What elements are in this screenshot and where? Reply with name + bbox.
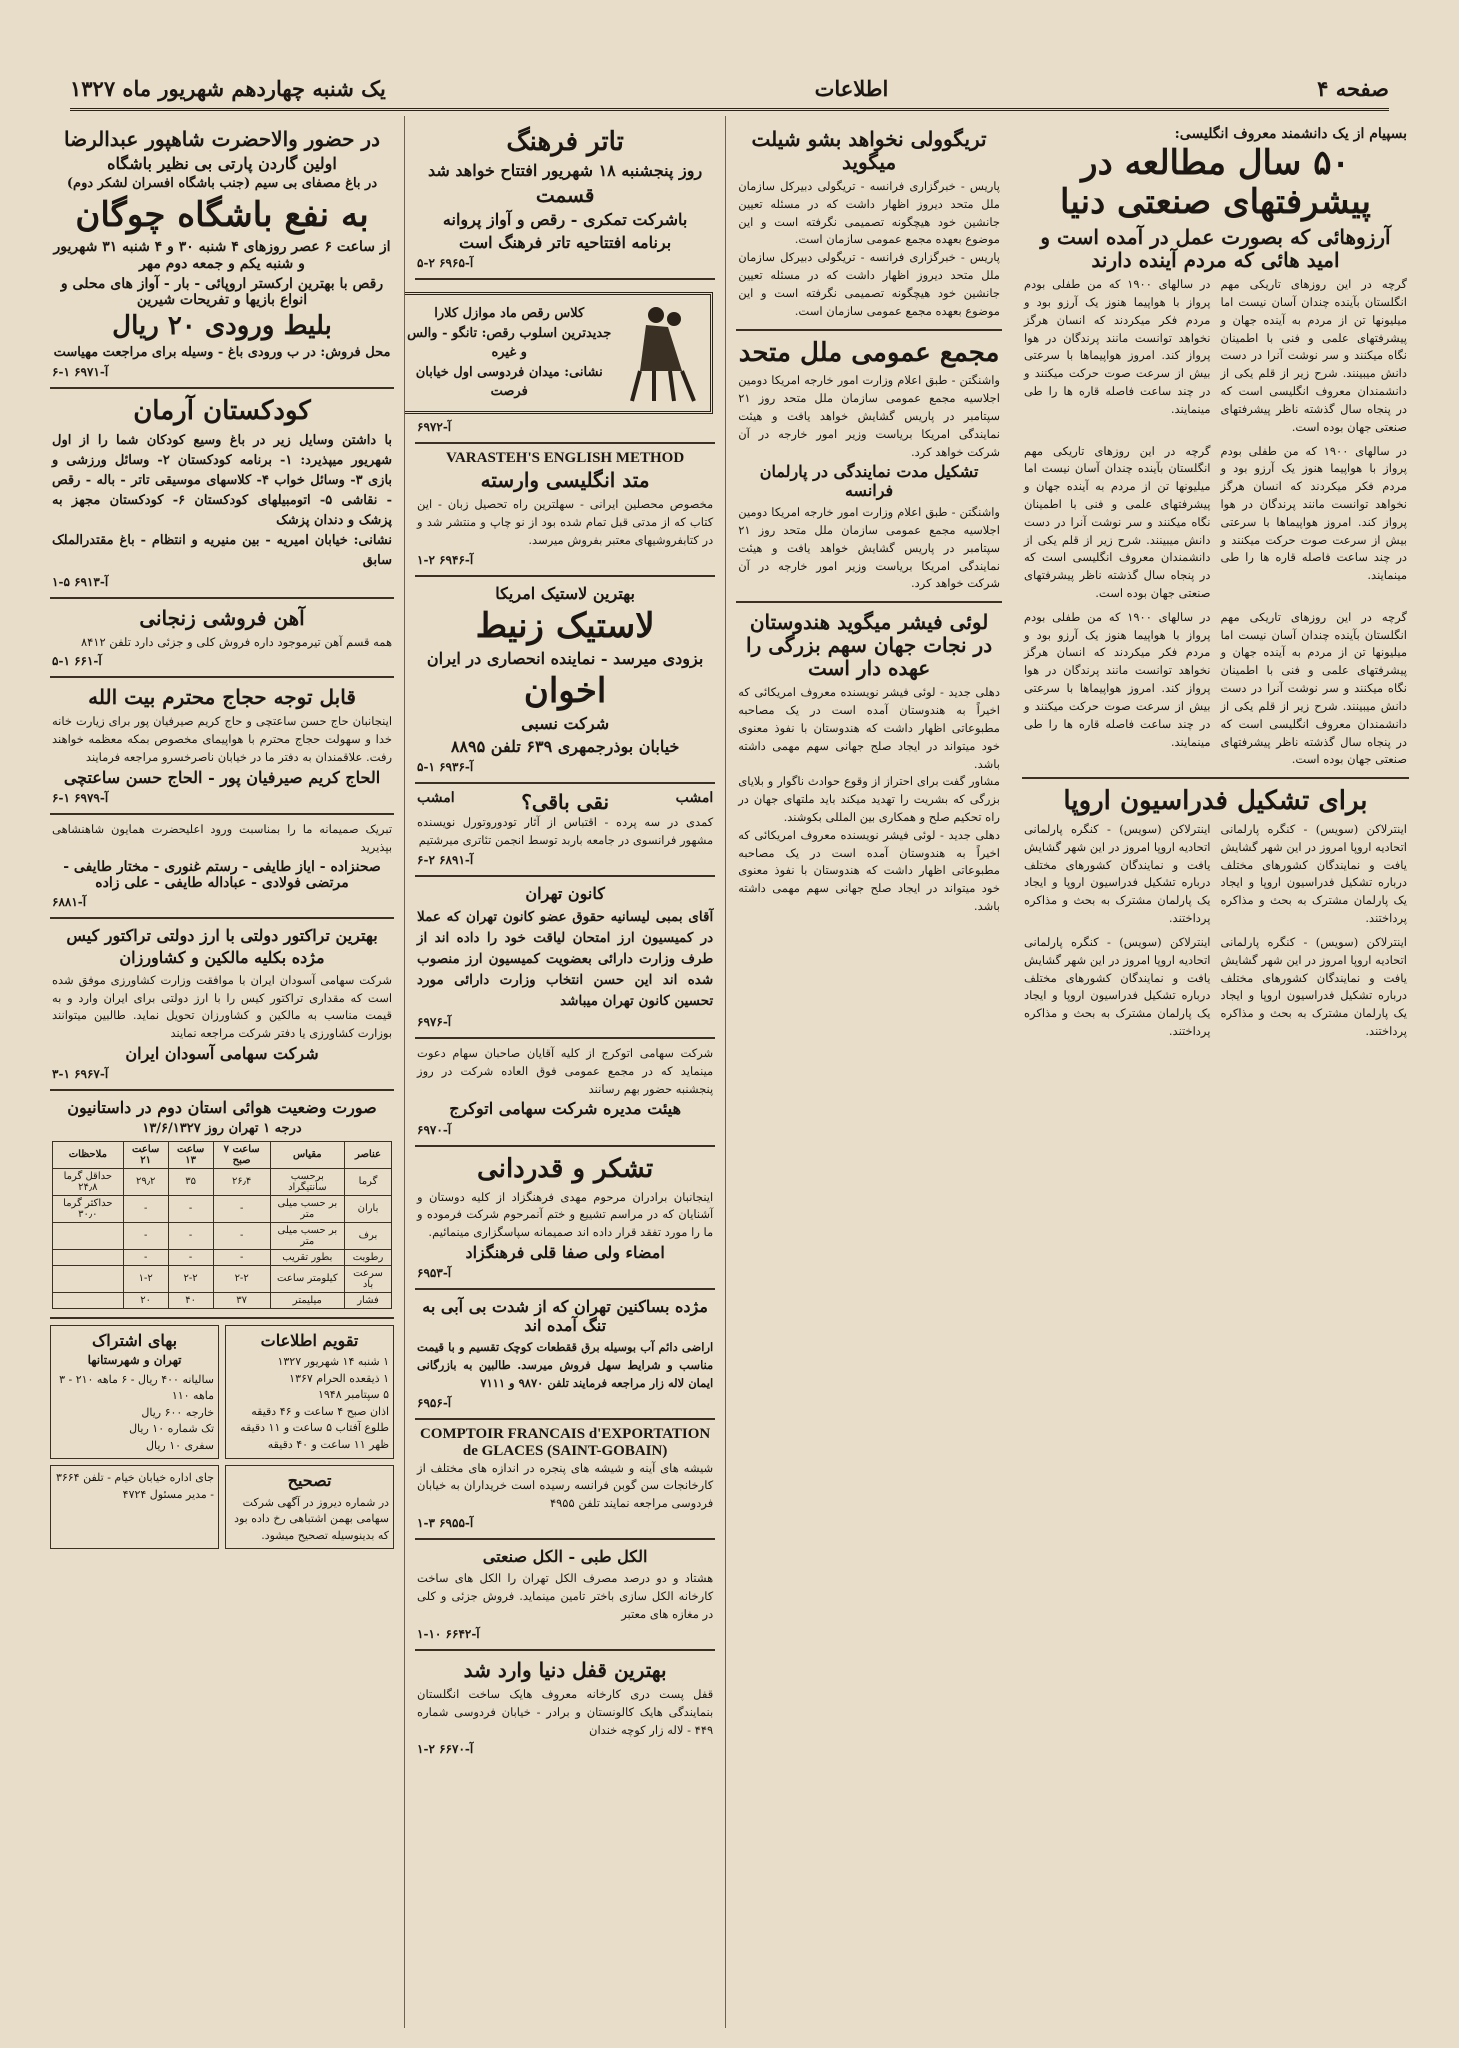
polo-line: اولین گاردن پارتی بی نظیر باشگاه: [107, 154, 337, 173]
ad-plastic-tyres: [415, 577, 715, 785]
weather-title: صورت وضعیت هوائی استان دوم در داستانیون: [67, 1098, 377, 1118]
weather-cell: ۳۵: [168, 1168, 213, 1195]
weather-cell: ۲۹٫۲: [123, 1168, 168, 1195]
tonight-label-2: امشب: [417, 790, 455, 807]
thanks-sign: امضاء ولی صفا قلی فرهنگزاد: [465, 1243, 665, 1263]
alcohol-title: الکل طبی - الکل صنعتی: [482, 1547, 648, 1567]
article-kicker: بسپیام از یک دانشمند معروف انگلیسی:: [1174, 126, 1407, 142]
theatre-sub: قسمت: [535, 183, 595, 208]
hajj-code: آ-۶۹۷۹ ۱-۶: [52, 791, 109, 806]
tonight-label: امشب: [675, 790, 714, 807]
akhavan-code: آ-۶۹۳۶ ۱-۵: [417, 760, 474, 775]
congrats-names: صحنزاده - ایاز طایفی - رستم غنوری - مختار طایفی - مرتضی فولادی - عباداله طایفی - علی زاده: [63, 858, 381, 891]
weather-cell: سرعت باد: [344, 1265, 391, 1292]
weather-cell: گرما: [344, 1168, 391, 1195]
fischer-headline: لوئی فیشر میگوید هندوستان در نجات جهان سهم بزرگی را عهده دار است: [746, 610, 993, 681]
theatre-note-2: برنامه افتتاحیه تاتر فرهنگ است: [459, 232, 672, 252]
calendar-list: [230, 1354, 389, 1453]
polo-music: رقص با بهترین ارکستر اروپائی - بار - آواز های محلی و انواع بازیها و تفریحات شیرین: [60, 275, 384, 308]
congrats-body: تبریک صمیمانه ما را بمناسبت ورود اعلیحضرت همایون شاهنشاهی بپذیرید: [52, 822, 393, 854]
polo-ticket: بلیط ورودی ۲۰ ریال: [112, 310, 332, 341]
tractor-sub: مژده بکلیه مالکین و کشاورزان: [119, 948, 325, 968]
weather-row: [53, 1168, 392, 1195]
akhavan-title: اخوان: [523, 671, 607, 712]
weather-cell: بطور تقریب: [270, 1249, 344, 1265]
alcohol-code: آ-۶۶۴۲ ۱۰-۱: [417, 1626, 480, 1641]
bottom-boxes: [50, 1325, 394, 1460]
hajj-body: اینجانبان حاج حسن ساعتچی و حاج کریم صیرفیان پور برای زیارت خانه خدا و سهولت حجاج محترم با هواپیمای مخصوص بمکه معظمه خواهند رفت. علاقمندان به دفتر ما در خیابان ناصرخسرو مراجعه فرمایند: [52, 714, 393, 764]
weather-cell: -: [168, 1195, 213, 1222]
weather-cell: فشار: [344, 1292, 391, 1308]
kindergarten-address: نشانی: خیابان امیریه - بین منیریه و انتظام - باغ مقتدرالملک سابق: [52, 533, 393, 569]
weather-cell: -: [213, 1195, 270, 1222]
alcohol-body: هشتاد و دو درصد مصرف الکل تهران را الکل های ساخت کارخانه الکل سازی باختر تامین مینماید. فروش جزئی و کلی در مغازه های معتبر: [417, 1571, 714, 1622]
ad-polo-club: [50, 120, 394, 389]
polo-title: به نفع باشگاه چوگان: [75, 195, 369, 236]
calendar-line: ۱ شنبه ۱۴ شهریور ۱۳۲۷: [277, 1355, 390, 1369]
france-headline: تشکیل مدت نمایندگی در پارلمان فرانسه: [759, 462, 979, 500]
ad-theatre: [415, 120, 715, 280]
weather-cell: بر حسب میلی متر: [270, 1222, 344, 1249]
english-title: متد انگلیسی وارسته: [480, 468, 650, 493]
fischer-body-2: مشاور گفت برای احتراز از وقوع حوادث ناگوار و بلایای بزرگی که بشریت را تهدید میکند باید ملتهای جهان در راه تحکیم صلح و همکاری بین المللی بکوشند.: [738, 774, 1000, 824]
trygve-body: پاریس - خبرگزاری فرانسه - تریگولی دبیرکل سازمان ملل متحد دیروز اظهار داشت که در مسئله تعیین جانشین خود هیچگونه تصمیمی نگرفته است و این موضوع بعهده مجمع عمومی سازمان است.: [738, 179, 1000, 247]
weather-header: مقیاس: [270, 1141, 344, 1168]
theatre-date: روز پنجشنبه ۱۸ شهریور افتتاح خواهد شد: [428, 160, 703, 180]
weather-cell: ۲-۲: [168, 1265, 213, 1292]
ad-dance-class: [407, 280, 715, 444]
weather-header: عناصر: [344, 1141, 391, 1168]
weather-cell: [53, 1265, 124, 1292]
ad-tractor: [50, 919, 394, 1091]
lock-code: آ-۶۶۷۰ ۲-۱: [417, 1742, 474, 1757]
ad-play-tonight: [415, 784, 715, 877]
weather-cell: کیلومتر ساعت: [270, 1265, 344, 1292]
weather-cell: ۱-۲: [123, 1265, 168, 1292]
weather-row: [53, 1265, 392, 1292]
un-headline: مجمع عمومی ملل متحد: [738, 337, 1000, 368]
polo-code: آ-۶۹۷۱ ۱-۶: [52, 364, 109, 379]
article-subhead: آرزوهائی که بصورت عمل در آمده است و امید هائی که مردم آینده دارند: [1040, 225, 1391, 273]
weather-header: ساعت ۷ صبح: [213, 1141, 270, 1168]
lock-body: قفل پست دری کارخانه معروف هایک ساخت انگلستان بنمایندگی هایک کالونستان و برادر - خیابان فردوسی شماره ۴۴۹ - لاله زار کوچه خندان: [417, 1686, 714, 1737]
correction-body: در شماره دیروز در آگهی شرکت سهامی بهمن اشتباهی رخ داده بود که بدینوسیله تصحیح میشود.: [234, 1495, 390, 1542]
calendar-line: اذان صبح ۴ ساعت و ۴۶ دقیقه: [251, 1404, 390, 1418]
weather-header: ملاحظات: [53, 1141, 124, 1168]
article-body-2: در سالهای ۱۹۰۰ که من طفلی بودم پرواز با هواپیما هنوز یک آرزو بود و مردم فکر میکردند که انسان هرگز نخواهد توانست مانند پرندگان در هوا پرواز کند. امروز هواپیماها با سرعتی بیش از سرعت صوت حرکت میکنند و در چند ساعت فاصله قاره ها را طی مینمایند.: [1023, 277, 1211, 416]
contact-info: جای اداره خیابان خیام - تلفن ۳۶۶۴ - مدیر مسئول ۴۷۲۴: [55, 1471, 215, 1501]
iron-code: آ-۶۶۱ ۱-۵: [52, 654, 102, 669]
iron-body: همه قسم آهن تیرموجود داره فروش کلی و جزئی دارد تلفن ۸۴۱۲: [80, 634, 393, 649]
weather-row: [53, 1249, 392, 1265]
correction-title: تصحیح: [287, 1471, 332, 1491]
weather-table: [52, 1141, 392, 1309]
weather-row: [53, 1292, 392, 1308]
tractor-sign: شرکت سهامی آسودان ایران: [125, 1043, 319, 1063]
land-title: مژده بساکنین تهران که از شدت بی آبی به تنگ آمده اند: [422, 1297, 708, 1335]
ad-kanoon: [415, 877, 715, 1039]
subscription-line: سفری ۱۰ ریال: [146, 1438, 215, 1452]
fischer-body-3: دهلی جدید - لوئی فیشر نویسنده معروف امریکائی که اخیراً به هندوستان آمده است در یک مصاحبه مطبوعاتی اظهار داشت که هندوستان با نفوذ معنوی خود میتواند در ایجاد صلح جهانی سهم مهمی داشته باشد.: [738, 827, 1000, 914]
calendar-line: ۱ ذیقعده الحرام ۱۳۶۷: [289, 1371, 390, 1385]
weather-cell: برحسب سانتیگراد: [270, 1168, 344, 1195]
thanks-code: آ-۶۹۵۳: [417, 1266, 452, 1281]
weather-cell: حداکثر گرما ۳۰٫۰: [53, 1195, 124, 1222]
article-europe-federation: [1022, 779, 1409, 1049]
weather-cell: [53, 1249, 124, 1265]
play-body: کمدی در سه پرده - اقتباس از آثار تودوروتورل نویسنده مشهور فرانسوی در جامعه باربد توسط انجمن تئاتری میرشتیم: [417, 815, 714, 848]
weather-cell: ۲۶٫۴: [213, 1168, 270, 1195]
english-code: آ-۶۹۴۶ ۲-۱: [417, 552, 474, 567]
hajj-sign: الحاج کریم صیرفیان پور - الحاج حسن ساعتچی: [63, 767, 381, 787]
ad-land: [415, 1290, 715, 1419]
weather-cell: -: [123, 1249, 168, 1265]
columns: [40, 116, 1419, 2028]
weather-header-row: [53, 1141, 392, 1168]
plastic-top: بهترین لاستیک امریکا: [495, 583, 635, 603]
issue-date: یک شنبه چهاردهم شهریور ماه ۱۳۲۷: [70, 75, 386, 101]
column-ads: [404, 116, 725, 2028]
weather-row: [53, 1195, 392, 1222]
paper-title: اطلاعات: [814, 75, 889, 101]
meeting-sign: هیئت مدیره شرکت سهامی اتوکرج: [449, 1099, 681, 1119]
europe-body-4: اینترلاکن (سویس) - کنگره پارلمانی اتحادیه اروپا امروز در این شهر گشایش یافت و نمایندگان کشورهای مختلف درباره تشکیل فدراسیون اروپا و ایجاد یک پارلمان مشترک به بحث و مذاکره پرداختند.: [1023, 934, 1211, 1038]
dance-line-3: نشانی: میدان فردوسی اول خیابان فرصت: [415, 364, 603, 400]
tractor-title: بهترین تراکتور دولتی با ارز دولتی تراکتور کیس: [66, 925, 378, 945]
europe-body-1: اینترلاکن (سویس) - کنگره پارلمانی اتحادیه اروپا امروز در این شهر گشایش یافت و نمایندگان کشورهای مختلف درباره تشکیل فدراسیون اروپا و ایجاد یک پارلمان مشترک به بحث و مذاکره پرداختند.: [1220, 822, 1407, 926]
plastic-title: لاستیک زنیط: [475, 605, 655, 646]
play-title: نقی باقی؟: [521, 790, 610, 815]
subscription-title: بهای اشتراک: [91, 1330, 178, 1350]
weather-cell: -: [123, 1195, 168, 1222]
saint-gobain-body: شیشه های آینه و شیشه های پنجره در اندازه های مختلف از کارخانجات سن گوبن فرانسه رسیده است خریداران به خیابان فردوسی مراجعه نمایند تلفن ۴۹۵۵: [417, 1460, 714, 1511]
fischer-body: دهلی جدید - لوئی فیشر نویسنده معروف امریکائی که اخیراً به هندوستان آمده است در یک مصاحبه مطبوعاتی اظهار داشت که هندوستان با نفوذ معنوی خود میتواند در ایجاد صلح جهانی سهم مهمی داشته باشد.: [738, 685, 1000, 771]
theatre-note: باشرکت تمکری - رقص و آواز پروانه: [442, 210, 688, 230]
article-body-6: در سالهای ۱۹۰۰ که من طفلی بودم پرواز با هواپیما هنوز یک آرزو بود و مردم فکر میکردند که انسان هرگز نخواهد توانست مانند پرندگان در هوا پرواز کند. امروز هواپیماها با سرعتی بیش از سرعت صوت حرکت میکنند و در چند ساعت فاصله قاره ها را طی مینمایند.: [1023, 609, 1211, 749]
ad-english-method: [415, 444, 715, 576]
article-trygve-lie: [736, 120, 1002, 331]
ad-thanks: [415, 1147, 715, 1291]
weather-cell: ۲-۲: [213, 1265, 270, 1292]
ad-lock: [415, 1651, 715, 1764]
weather-header: ساعت ۲۱: [123, 1141, 168, 1168]
subscription-line: خارجه ۶۰۰ ریال: [141, 1405, 215, 1419]
ad-company-meeting: [415, 1039, 715, 1147]
column-middle: [725, 116, 1012, 2028]
subscription-list: [55, 1372, 214, 1455]
dance-line-2: جدیدترین اسلوب رقص: تانگو - والس و غیره: [407, 325, 612, 361]
kanoon-body: آقای بمبی لیسانیه حقوق عضو کانون تهران که عملا در کمیسیون ارز امتحان لیاقت خود را داده اند از طرف وزارت دارائی بعضویت کمیسیون ارز منصوب شده اند این حسن انتخاب وزارت دارائی مورد تحسین کانون تهران میباشد: [417, 909, 714, 1009]
theatre-title: تاتر فرهنگ: [506, 127, 624, 157]
ad-kindergarten: [50, 389, 394, 599]
weather-cell: باران: [344, 1195, 391, 1222]
article-body-3: در سالهای ۱۹۰۰ که من طفلی بودم پرواز با هواپیما هنوز یک آرزو بود و مردم فکر میکردند که انسان هرگز نخواهد توانست مانند پرندگان در هوا پرواز کند. امروز هواپیماها با سرعتی بیش از سرعت صوت حرکت میکنند و در چند ساعت فاصله قاره ها را طی مینمایند.: [1220, 443, 1408, 583]
theatre-code: آ-۶۹۶۵ ۲-۵: [417, 256, 474, 271]
un-body-2: واشنگتن - طبق اعلام وزارت امور خارجه امریکا دومین اجلاسیه مجمع عمومی سازمان ملل متحد روز ۲۱ سپتامبر در پاریس گشایش خواهد یافت و هیئت نمایندگی امریکا بریاست وزیر امور خارجه در آن شرکت خواهد کرد.: [738, 505, 1000, 591]
calendar-box: [225, 1325, 394, 1460]
thanks-title: تشکر و قدردانی: [477, 1153, 654, 1184]
weather-cell: -: [168, 1222, 213, 1249]
polo-sell: محل فروش: در ب ورودی باغ - وسیله برای مراجعت مهیاست: [53, 344, 391, 360]
weather-row: [53, 1222, 392, 1249]
hajj-title: قابل توجه حجاج محترم بیت الله: [88, 685, 356, 710]
tractor-body: شرکت سهامی آسودان ایران با موافقت وزارت کشاورزی موفق شده است که مقداری تراکتور کیس را با ارز دولتی برای ایران وارد و به قیمت مناسب به مالکین و کشاورزان تحویل نماید. طالبین میتوانند بوزارت کشاورزی یا دفتر شرکت مراجعه نمایند: [52, 972, 393, 1041]
kindergarten-code: آ-۶۹۱۳ ۵-۱: [52, 574, 109, 589]
weather-cell: ۴۰: [168, 1292, 213, 1308]
weather-header: ساعت ۱۳: [168, 1141, 213, 1168]
weather-cell: میلیمتر: [270, 1292, 344, 1308]
ad-iron-shop: [50, 599, 394, 679]
ad-alcohol: [415, 1540, 715, 1651]
play-code: آ-۶۸۹۱ ۲-۶: [417, 852, 474, 867]
english-latin-title: VARASTEH'S ENGLISH METHOD: [446, 450, 685, 467]
meeting-body: شرکت سهامی اتوکرج از کلیه آقایان صاحبان سهام دعوت مینماید که در مجمع عمومی فوق العاده شرکت در روز پنجشنبه حضور بهم رسانند: [417, 1045, 714, 1096]
weather-cell: -: [213, 1249, 270, 1265]
article-louis-fischer: [736, 603, 1002, 924]
weather-cell: [53, 1222, 124, 1249]
saint-gobain-title: COMPTOIR FRANCAIS d'EXPORTATION de GLACES (SAINT-GOBAIN): [419, 1425, 711, 1459]
kindergarten-title: کودکستان آرمان: [133, 395, 311, 426]
ad-congratulation: [50, 815, 394, 919]
calendar-line: طلوع آفتاب ۵ ساعت و ۱۱ دقیقه: [240, 1421, 390, 1435]
weather-report: [50, 1091, 394, 1318]
contact-box: [50, 1465, 219, 1549]
column-right: [1012, 116, 1419, 2028]
article-body-1: گرچه در این روزهای تاریکی مهم انگلستان بآینده چندان آسان نیست اما میلیونها تن از مردم به آینده جهان و پیشرفتهای علمی و فنی با اطمینان نگاه میکنند و سر نوشت آنرا در دست دانش میبینند. شرح زیر از قلم یکی از دانشمندان معروف انگلیسی است که در پنجاه سال گذشته ناظر پیشرفتهای صنعتی جهان بوده است.: [1220, 277, 1407, 434]
congrats-code: آ-۶۸۸۱: [52, 894, 87, 909]
weather-cell: [53, 1292, 124, 1308]
subscription-box: [50, 1325, 219, 1460]
article-un-assembly: [736, 331, 1002, 604]
ad-saint-gobain: [415, 1420, 715, 1540]
correction-box: [225, 1465, 394, 1549]
weather-sub: درجه ۱ تهران روز ۱۳/۶/۱۳۲۷: [142, 1120, 302, 1136]
akhavan-sub: شرکت نسبی: [521, 714, 610, 734]
weather-cell: رطوبت: [344, 1249, 391, 1265]
subscription-sub: تهران و شهرستانها: [87, 1353, 182, 1368]
bottom-boxes-2: [50, 1465, 394, 1549]
land-code: آ-۶۹۵۶: [417, 1395, 452, 1410]
weather-cell: ۲۰: [123, 1292, 168, 1308]
europe-body-3: اینترلاکن (سویس) - کنگره پارلمانی اتحادیه اروپا امروز در این شهر گشایش یافت و نمایندگان کشورهای مختلف درباره تشکیل فدراسیون اروپا و ایجاد یک پارلمان مشترک به بحث و مذاکره پرداختند.: [1220, 934, 1407, 1038]
europe-headline: برای تشکیل فدراسیون اروپا: [1063, 786, 1368, 817]
kindergarten-body: با داشتن وسایل زیر در باغ وسیع کودکان شما را از اول شهریور میپذیرد: ۱- برنامه کودکستان ۲- وسائل ورزشی و بازی ۳- وسائل خواب ۴- کلاسهای موسیقی تاتر - باله - رقص - نقاشی ۵- اتومبیلهای کودکستان ۶- کودکستان مجهز به پزشک و دندان پزشک: [52, 432, 393, 529]
weather-cell: برف: [344, 1222, 391, 1249]
akhavan-address: خیابان بوذرجمهری ۶۳۹ تلفن ۸۸۹۵: [450, 736, 680, 756]
weather-cell: ۳۷: [213, 1292, 270, 1308]
ad-hajj: [50, 678, 394, 815]
iron-title: آهن فروشی زنجانی: [139, 605, 305, 630]
lock-title: بهترین قفل دنیا وارد شد: [463, 1657, 667, 1682]
polo-head: در حضور والاحضرت شاهپور عبدالرضا: [64, 127, 380, 151]
column-far-left: [40, 116, 404, 2028]
un-body: واشنگتن - طبق اعلام وزارت امور خارجه امریکا دومین اجلاسیه مجمع عمومی سازمان ملل متحد روز ۲۱ سپتامبر در پاریس گشایش خواهد یافت و هیئت نمایندگی امریکا بریاست وزیر امور خارجه در آن شرکت خواهد کرد.: [738, 373, 1000, 459]
weather-cell: -: [213, 1222, 270, 1249]
english-body: مخصوص محصلین ایرانی - سهلترین راه تحصیل زبان - این کتاب که از مدتی قبل تمام شده بود از نو چاپ و منتشر شد و در کتابفروشیهای معتبر بفروش میرسد.: [417, 497, 714, 547]
article-body-4: گرچه در این روزهای تاریکی مهم انگلستان بآینده چندان آسان نیست اما میلیونها تن از مردم به آینده جهان و پیشرفتهای علمی و فنی با اطمینان نگاه میکنند و سر نوشت آنرا در دست دانش میبینند. شرح زیر از قلم یکی از دانشمندان معروف انگلیسی است که در پنجاه سال گذشته ناظر پیشرفتهای صنعتی جهان بوده است.: [1023, 443, 1211, 600]
dancers-icon: [624, 301, 704, 405]
calendar-line: ظهر ۱۱ ساعت و ۴۰ دقیقه: [267, 1437, 390, 1451]
thanks-body: اینجانبان برادران مرحوم مهدی فرهنگزاد از کلیه دوستان و آشنایان که در مراسم تشییع و ختم آنمرحوم شرکت فرموده و ما را مورد تفقد قرار داده اند صمیمانه سپاسگزاری مینمائیم.: [417, 1189, 714, 1240]
meeting-code: آ-۶۹۷۰: [417, 1122, 452, 1137]
tractor-code: آ-۶۹۶۷ ۱-۳: [52, 1067, 109, 1082]
article-body-5: گرچه در این روزهای تاریکی مهم انگلستان بآینده چندان آسان نیست اما میلیونها تن از مردم به آینده جهان و پیشرفتهای علمی و فنی با اطمینان نگاه میکنند و سر نوشت آنرا در دست دانش میبینند. شرح زیر از قلم یکی از دانشمندان معروف انگلیسی است که در پنجاه سال گذشته ناظر پیشرفتهای صنعتی جهان بوده است.: [1220, 609, 1407, 767]
calendar-title: تقویم اطلاعات: [260, 1330, 359, 1350]
trygve-body-2: پاریس - خبرگزاری فرانسه - تریگولی دبیرکل سازمان ملل متحد دیروز اظهار داشت که در مسئله تعیین جانشین خود هیچگونه تصمیمی نگرفته است و این موضوع بعهده مجمع عمومی سازمان است.: [738, 250, 1000, 318]
subscription-line: ساليانه ۴۰۰ ریال - ۶ ماهه ۲۱۰ - ۳ ماهه ۱۱۰: [59, 1372, 215, 1403]
plastic-sub: بزودی میرسد - نماینده انحصاری در ایران: [426, 648, 704, 668]
article-headline: ۵۰ سال مطالعه در پیشرفتهای صنعتی دنیا: [1059, 143, 1371, 223]
dance-ad-frame: [404, 292, 713, 414]
weather-cell: -: [123, 1222, 168, 1249]
subscription-line: تک شماره ۱۰ ریال: [129, 1422, 215, 1436]
weather-cell: بر حسب میلی متر: [270, 1195, 344, 1222]
dance-line-1: کلاس رقص ماد موازل کلارا: [434, 306, 585, 322]
kanoon-title: کانون تهران: [525, 883, 605, 903]
page-number: صفحه ۴: [1317, 75, 1389, 101]
polo-time: از ساعت ۶ عصر روزهای ۴ شنبه ۳۰ و ۴ شنبه ۳۱ شهریور و شنبه یکم و جمعه دوم مهر: [53, 239, 391, 272]
weather-cell: حداقل گرما ۲۴٫۸: [53, 1168, 124, 1195]
saint-gobain-code: آ-۶۹۵۵ ۳-۱: [417, 1516, 474, 1531]
weather-cell: -: [168, 1249, 213, 1265]
article-fifty-years: [1022, 120, 1409, 779]
europe-body-2: اینترلاکن (سویس) - کنگره پارلمانی اتحادیه اروپا امروز در این شهر گشایش یافت و نمایندگان کشورهای مختلف درباره تشکیل فدراسیون اروپا و ایجاد یک پارلمان مشترک به بحث و مذاکره پرداختند.: [1023, 822, 1211, 926]
kanoon-code: آ-۶۹۷۶: [417, 1014, 452, 1029]
dance-code: آ-۶۹۷۲: [417, 420, 452, 435]
masthead: [70, 68, 1389, 111]
polo-line-2: در باغ مصفای بی سیم (جنب باشگاه افسران لشکر دوم): [66, 176, 378, 192]
land-body: اراضی دائم آب بوسیله برق ققطعات کوچک تقسیم و با قیمت مناسب و شرایط سهل فروش میرسد. طالبین به بازرگانی ایمان لاله زار مراجعه فرمایند تلفن ۹۸۷۰ و ۷۱۱۱: [417, 1340, 714, 1390]
trygve-headline: تریگوولی نخواهد بشو شیلت میگوید: [751, 127, 987, 174]
calendar-line: ۵ سپتامبر ۱۹۴۸: [317, 1388, 390, 1402]
